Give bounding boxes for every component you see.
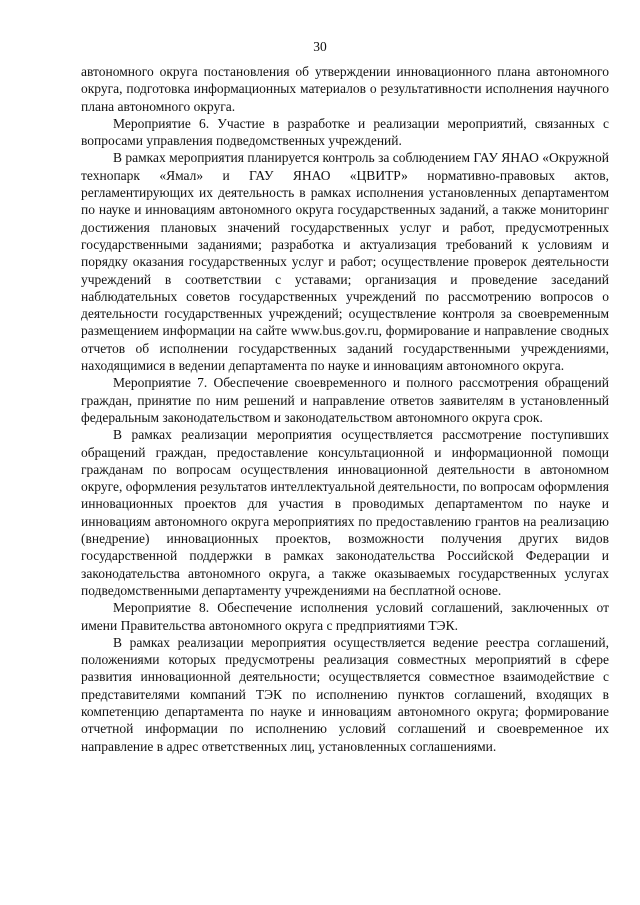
paragraph-measure-6-details: В рамках мероприятия планируется контроль за соблюдением ГАУ ЯНАО «Окружной технопарк «Ямал» и ГАУ ЯНАО «ЦВИТР» нормативно-правовых актов, регламентирующих их деятельность в рамках исполнения установленных департаментом по науке и инновациям автономного округа государственных заданий, а также мониторинг достижения плановых значений государственных услуг и работ, предусмотренных государственными заданиями; разработка и актуализация требований к условиям и порядку оказания государственных услуг и работ; осуществление проверок деятельности учреждений в соответствии с уставами; организация и проведение заседаний наблюдательных советов государственных учреждений по рассмотрению вопросов о деятельности государственных учреждений; осуществление контроля за своевременным размещением информации на сайте www.bus.gov.ru, формирование и направление сводных отчетов об исполнении государственных заданий государственными учреждениями, находящимися в ведении департамента по науке и инновациям автономного округа.	[81, 150, 609, 374]
paragraph-measure-8: Мероприятие 8. Обеспечение исполнения условий соглашений, заключенных от имени Правительства автономного округа с предприятиями ТЭК.	[81, 600, 609, 633]
page-number: 30	[313, 39, 327, 54]
paragraph-measure-8-details: В рамках реализации мероприятия осуществляется ведение реестра соглашений, положениями которых предусмотрены реализация совместных мероприятий в сфере развития инновационной деятельности; осуществляется совместное взаимодействие с представителями компаний ТЭК по исполнению пунктов соглашений, входящих в компетенцию департамента по науке и инновациям автономного округа; формирование отчетной информации по исполнению условий соглашений и своевременное их направление в адрес ответственных лиц, установленных соглашениями.	[81, 634, 609, 754]
paragraph-measure-7-details: В рамках реализации мероприятия осуществляется рассмотрение поступивших обращений граждан, предоставление консультационной и информационной помощи гражданам по вопросам осуществления инновационной деятельности в автономном округе, оформления результатов интеллектуальной деятельности, по вопросам оформления инновационных проектов для участия в проводимых департаментом по науке и инновациям автономного округа мероприятиях по предоставлению грантов на реализацию (внедрение) инновационных проектов, возможности получения других видов государственной поддержки в рамках законодательства Российской Федерации и законодательства автономного округа, а также оказываемых государственных услугах подведомственными департаменту учреждениями на бесплатной основе.	[81, 427, 609, 598]
document-body	[81, 63, 609, 755]
paragraph-continuation: автономного округа постановления об утверждении инновационного плана автономного округа, подготовка информационных материалов о результативности исполнения научного плана автономного округа.	[81, 64, 609, 114]
paragraph-measure-6: Мероприятие 6. Участие в разработке и реализации мероприятий, связанных с вопросами управления подведомственных учреждений.	[81, 115, 609, 149]
paragraph-measure-7: Мероприятие 7. Обеспечение своевременного и полного рассмотрения обращений граждан, принятие по ним решений и направление ответов заявителям в установленный федеральным законодательством и законодательством автономного округа срок.	[81, 375, 609, 425]
